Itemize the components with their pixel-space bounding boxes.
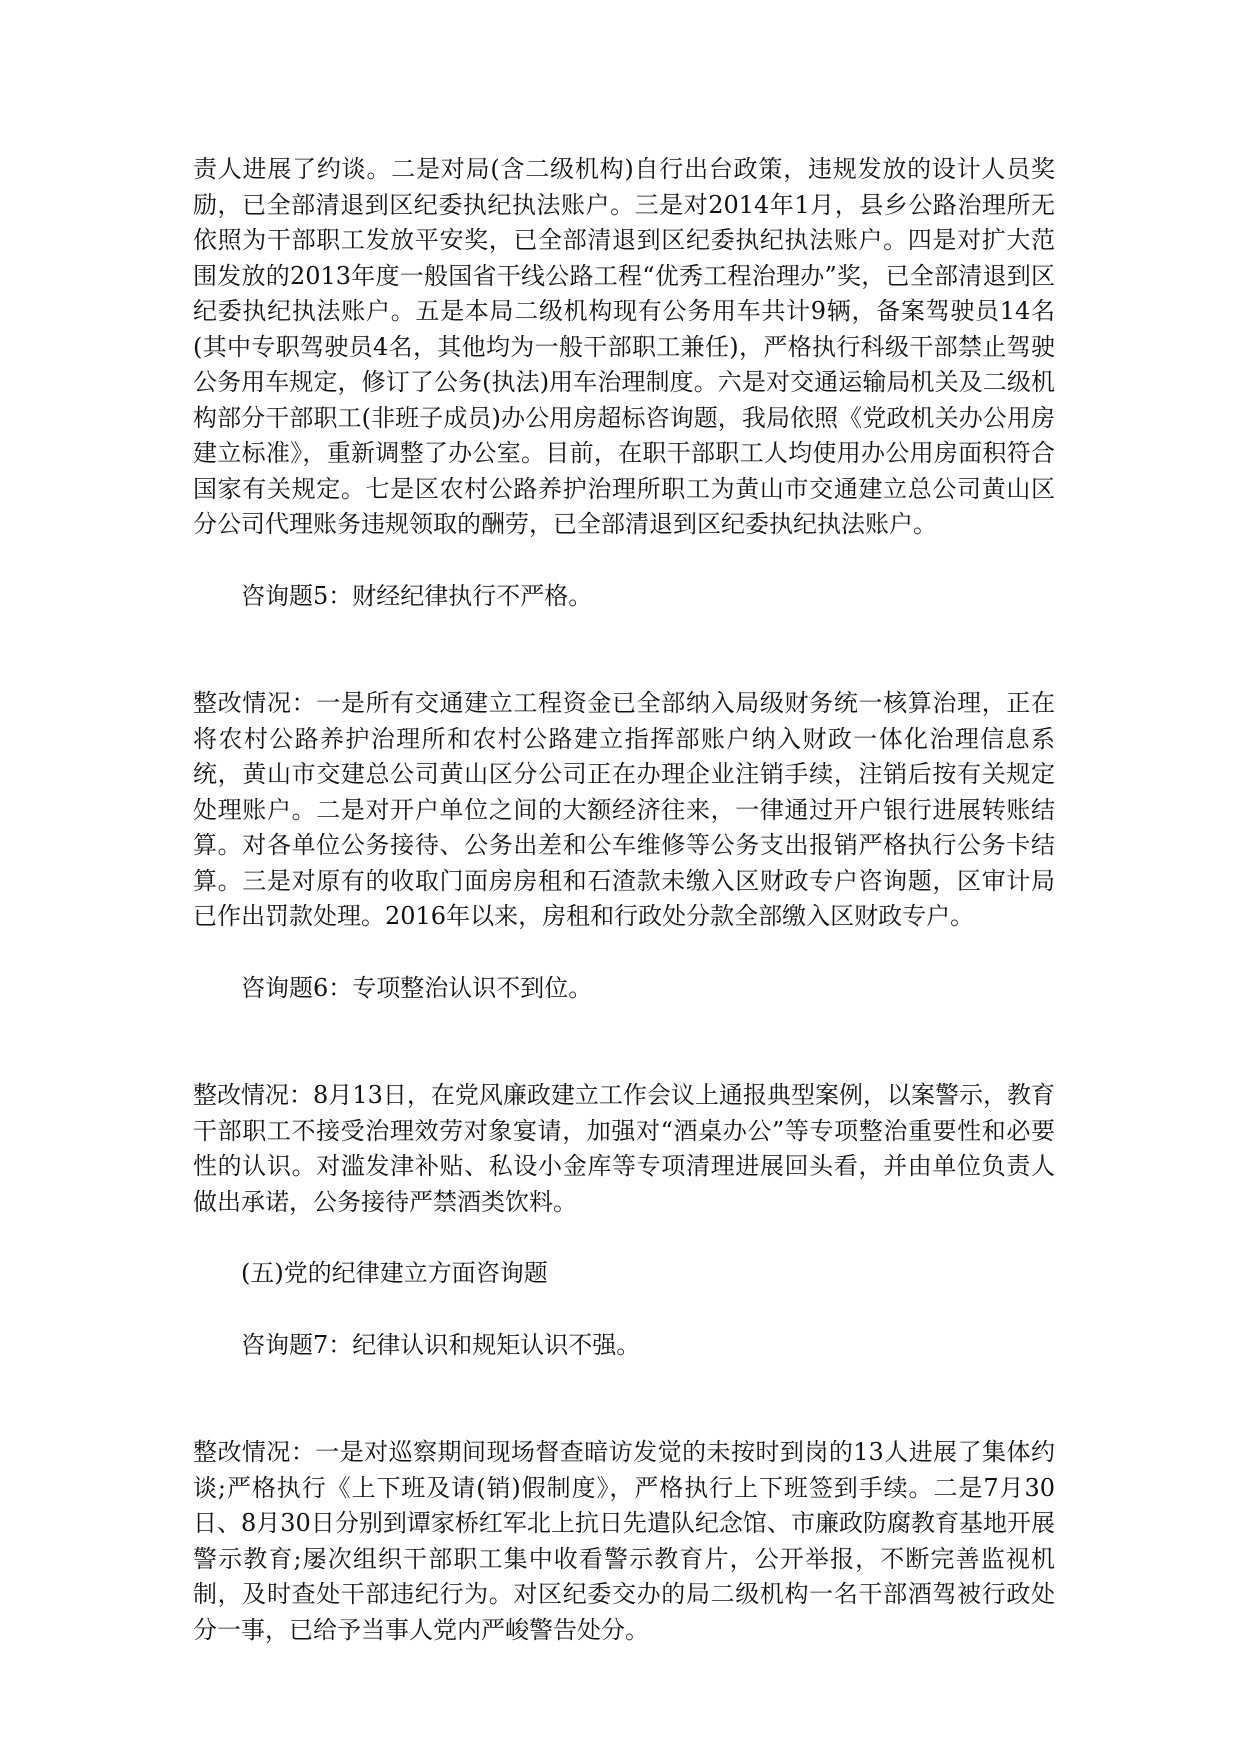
- section-5-heading: (五)党的纪律建立方面咨询题: [241, 1259, 548, 1287]
- spacer: [193, 1292, 1055, 1328]
- issue-6-heading: 咨询题6：专项整治认识不到位。: [241, 973, 593, 1002]
- spacer: [193, 935, 1055, 971]
- issue-5-heading: 咨询题5：财经纪律执行不严格。: [241, 581, 593, 610]
- issue-7-rectification: 整改情况：一是对巡察期间现场督查暗访发觉的未按时到岗的13人进展了集体约谈;严格执行《上下班及请(销)假制度》，严格执行上下班签到手续。二是7月30日、8月30日分别到谭家桥红军北上抗日先遣队纪念馆、市廉政防腐教育基地开展警示教育;屡次组织干部职工集中收看警示教育片，公开举报，不断完善监视机制，及时查处干部违纪行为。对区纪委交办的局二级机构一名干部酒驾被行政处分一事，已给予当事人党内严峻警告处分。: [193, 1438, 1055, 1644]
- issue-7-heading: 咨询题7：纪律认识和规矩认识不强。: [241, 1330, 641, 1359]
- spacer: [193, 614, 1055, 686]
- spacer: [193, 1363, 1055, 1435]
- issue-5-rectification: 整改情况：一是所有交通建立工程资金已全部纳入局级财务统一核算治理，正在将农村公路养护治理所和农村公路建立指挥部账户纳入财政一体化治理信息系统，黄山市交建总公司黄山区分公司正在办理企业注销手续，注销后按有关规定处理账户。二是对开户单位之间的大额经济往来，一律通过开户银行进展转账结算。对各单位公务接待、公务出差和公车维修等公务支出报销严格执行公务卡结算。三是对原有的收取门面房房租和石渣款未缴入区财政专户咨询题，区审计局已作出罚款处理。2016年以来，房租和行政处分款全部缴入区财政专户。: [193, 689, 1055, 930]
- spacer: [193, 543, 1055, 579]
- spacer: [193, 1220, 1055, 1256]
- issue-6-rectification: 整改情况：8月13日，在党风廉政建立工作会议上通报典型案例，以案警示，教育干部职工不接受治理效劳对象宴请，加强对“酒桌办公”等专项整治重要性和必要性的认识。对滥发津补贴、私设小金库等专项清理进展回头看，并由单位负责人做出承诺，公务接待严禁酒类饮料。: [193, 1081, 1055, 1216]
- spacer: [193, 1006, 1055, 1078]
- document-body: [193, 152, 1055, 1648]
- paragraph-rectification-continued: 责人进展了约谈。二是对局(含二级机构)自行出台政策，违规发放的设计人员奖励，已全部清退到区纪委执纪执法账户。三是对2014年1月，县乡公路治理所无依照为干部职工发放平安奖，已全部清退到区纪委执纪执法账户。四是对扩大范围发放的2013年度一般国省干线公路工程“优秀工程治理办”奖，已全部清退到区纪委执纪执法账户。五是本局二级机构现有公务用车共计9辆，备案驾驶员14名(其中专职驾驶员4名，其他均为一般干部职工兼任)，严格执行科级干部禁止驾驶公务用车规定，修订了公务(执法)用车治理制度。六是对交通运输局机关及二级机构部分干部职工(非班子成员)办公用房超标咨询题，我局依照《党政机关办公用房建立标准》，重新调整了办公室。目前，在职干部职工人均使用办公用房面积符合国家有关规定。七是区农村公路养护治理所职工为黄山市交通建立总公司黄山区分公司代理账务违规领取的酬劳，已全部清退到区纪委执纪执法账户。: [193, 155, 1055, 538]
